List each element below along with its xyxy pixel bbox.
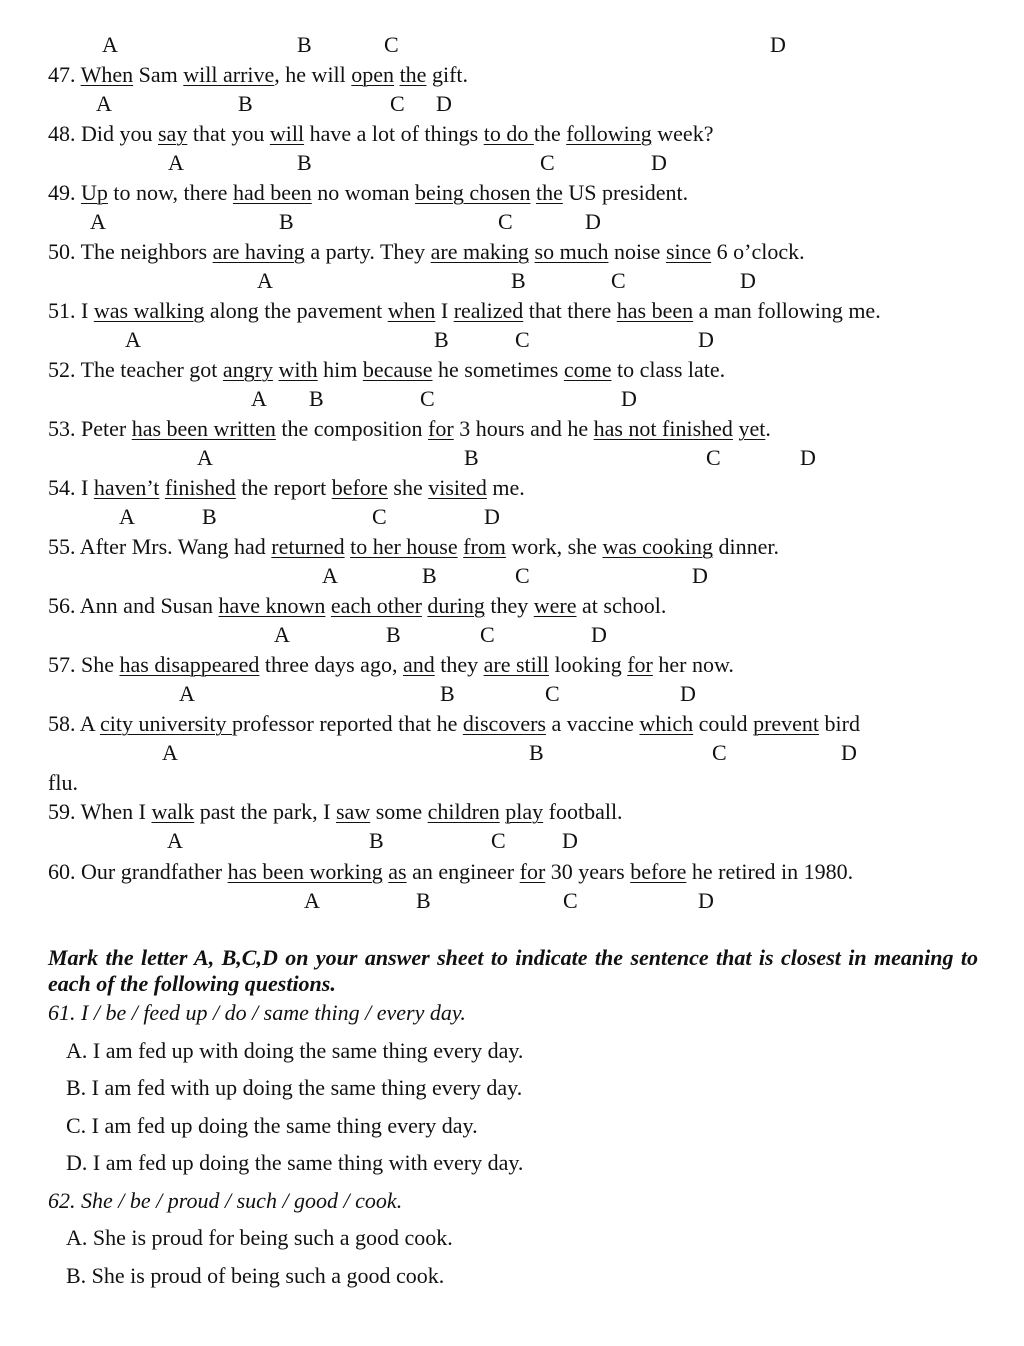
sentence-text: 3 hours and he [453,416,594,441]
sentence-text: 53. Peter [48,416,132,441]
sentence-51 [48,298,881,324]
answer-label-51-c: C [515,327,530,352]
underlined-phrase: because [362,357,433,382]
sentence-text: . [765,416,771,441]
sentence-52 [48,357,725,383]
underlined-phrase: discovers [462,711,546,736]
sentence-50 [48,239,805,265]
underlined-phrase: for [519,859,546,884]
sentence-text: some [370,799,428,824]
answer-label-54-d: D [484,504,500,529]
answer-label-58-b: B [529,740,544,765]
question-61-prompt: 61. I / be / feed up / do / same thing / every day. [48,1000,466,1025]
sentence-text: a man following me. [693,298,881,323]
sentence-text: 47. [48,62,81,87]
underlined-phrase: to her house [350,534,458,559]
underlined-phrase: and [402,652,435,677]
answer-label-53-a: A [197,445,213,470]
underlined-phrase: as [388,859,407,884]
underlined-phrase: has been working [227,859,383,884]
sentence-text: the composition [275,416,429,441]
answer-label-49-a: A [90,209,106,234]
sentence-text: 54. I [48,475,94,500]
underlined-phrase: when [387,298,436,323]
answer-label-53-c: C [706,445,721,470]
underlined-phrase: has not finished [593,416,733,441]
sentence-53 [48,416,771,442]
underlined-phrase: say [158,121,188,146]
sentence-text: 57. She [48,652,120,677]
answer-label-50-d: D [740,268,756,293]
answer-label-55-b: B [422,563,437,588]
underlined-phrase: yet [738,416,766,441]
sentence-text: bird [819,711,860,736]
underlined-phrase: children [427,799,500,824]
answer-label-59-b: B [369,828,384,853]
sentence-text: 48. Did you [48,121,158,146]
underlined-phrase: are making [430,239,530,264]
underlined-phrase: was cooking [602,534,714,559]
answer-label-53-b: B [464,445,479,470]
underlined-phrase: the [399,62,427,87]
answer-label-57-a: A [179,681,195,706]
answer-label-48-d: D [651,150,667,175]
sentence-58-continuation: flu. [48,770,78,795]
underlined-phrase: were [533,593,577,618]
sentence-text: a vaccine [545,711,640,736]
underlined-phrase: are having [212,239,305,264]
answer-label-51-a: A [125,327,141,352]
answer-label-51-d: D [698,327,714,352]
answer-label-58-a: A [162,740,178,765]
underlined-phrase: since [665,239,712,264]
answer-label-59-a: A [167,828,183,853]
underlined-phrase: are still [483,652,549,677]
answer-label-57-b: B [440,681,455,706]
sentence-text: dinner. [713,534,780,559]
sentence-text: football. [543,799,623,824]
sentence-text: the report [235,475,332,500]
answer-label-59-d: D [562,828,578,853]
underlined-phrase: each other [330,593,422,618]
underlined-phrase: has disappeared [119,652,260,677]
answer-label-52-b: B [309,386,324,411]
answer-label-60-d: D [698,888,714,913]
answer-label-59-c: C [491,828,506,853]
sentence-59 [48,799,623,825]
answer-label-48-a: A [168,150,184,175]
sentence-text: to class late. [611,357,726,382]
sentence-58 [48,711,860,737]
sentence-text: that there [523,298,617,323]
sentence-text: professor reported that he [231,711,463,736]
sentence-text: have a lot of things [304,121,484,146]
sentence-text: I [435,298,454,323]
underlined-phrase: which [639,711,694,736]
underlined-phrase: so much [534,239,609,264]
underlined-phrase: visited [428,475,487,500]
answer-label-57-c: C [545,681,560,706]
question-62-prompt: 62. She / be / proud / such / good / cook. [48,1188,403,1213]
sentence-text: the [533,121,567,146]
answer-label-47-d: D [436,91,452,116]
sentence-text: me. [486,475,525,500]
sentence-text: US president. [562,180,689,205]
sentence-text: past the park, I [194,799,336,824]
sentence-text: 59. When I [48,799,152,824]
sentence-text: they [434,652,484,677]
underlined-phrase: come [563,357,612,382]
answer-label-47-c: C [390,91,405,116]
sentence-text: she [387,475,429,500]
question-61-option-d: D. I am fed up doing the same thing with every day. [66,1150,524,1175]
underlined-phrase: to do [483,121,534,146]
answer-label-57-d: D [680,681,696,706]
underlined-phrase: was walking [93,298,205,323]
sentence-text: week? [651,121,714,146]
answer-label-56-b: B [386,622,401,647]
answer-label-50-c: C [611,268,626,293]
underlined-phrase: open [351,62,395,87]
underlined-phrase: before [630,859,687,884]
sentence-text: to now, there [107,180,233,205]
sentence-60 [48,859,853,885]
answer-label-60-b: B [416,888,431,913]
answer-label-50-a: A [257,268,273,293]
underlined-phrase: before [331,475,388,500]
sentence-49 [48,180,688,206]
question-61-option-b: B. I am fed with up doing the same thing every day. [66,1075,523,1100]
sentence-text: an engineer [406,859,520,884]
answer-label-b: B [297,32,312,57]
underlined-phrase: has been [616,298,694,323]
sentence-text: , he will [274,62,352,87]
underlined-phrase: play [505,799,544,824]
sentence-text: gift. [426,62,469,87]
answer-label-48-b: B [297,150,312,175]
answer-label-48-c: C [540,150,555,175]
answer-label-47-b: B [238,91,253,116]
sentence-text: 60. Our grandfather [48,859,228,884]
answer-label-49-d: D [585,209,601,234]
underlined-phrase: realized [453,298,524,323]
question-61-option-a: A. I am fed up with doing the same thing every day. [66,1038,524,1063]
underlined-phrase: with [278,357,318,382]
section-instruction: Mark the letter A, B,C,D on your answer sheet to indicate the sentence that is closest in meaning to each of the following questions. [48,945,978,996]
answer-label-a: A [102,32,118,57]
sentence-text: 6 o’clock. [711,239,805,264]
underlined-phrase: for [428,416,454,441]
sentence-text: a party. They [304,239,431,264]
answer-label-c: C [384,32,399,57]
underlined-phrase: haven’t [93,475,160,500]
answer-label-52-a: A [251,386,267,411]
answer-label-58-c: C [712,740,727,765]
underlined-phrase: angry [222,357,274,382]
sentence-47 [48,62,468,88]
underlined-phrase: has been written [131,416,276,441]
sentence-text: work, she [505,534,603,559]
answer-label-55-a: A [322,563,338,588]
underlined-phrase: will arrive [183,62,275,87]
underlined-phrase: walk [151,799,195,824]
underlined-phrase: Up [81,180,108,205]
answer-label-53-d: D [800,445,816,470]
answer-label-58-d: D [841,740,857,765]
answer-label-52-d: D [621,386,637,411]
underlined-phrase: have known [218,593,326,618]
underlined-phrase: from [463,534,506,559]
sentence-text: three days ago, [259,652,403,677]
answer-label-54-b: B [202,504,217,529]
underlined-phrase: returned [271,534,345,559]
sentence-48 [48,121,713,147]
sentence-text: 49. [48,180,81,205]
answer-label-49-c: C [498,209,513,234]
sentence-text: that you [187,121,270,146]
sentence-text: 56. Ann and Susan [48,593,219,618]
sentence-text: he sometimes [432,357,564,382]
underlined-phrase: finished [164,475,236,500]
underlined-phrase: saw [335,799,371,824]
sentence-56 [48,593,666,619]
answer-label-60-c: C [563,888,578,913]
sentence-text: 50. The neighbors [48,239,213,264]
underlined-phrase: prevent [753,711,820,736]
sentence-text: no woman [311,180,415,205]
answer-label-d: D [770,32,786,57]
answer-label-56-a: A [274,622,290,647]
question-62-option-b: B. She is proud of being such a good cook. [66,1263,445,1288]
sentence-57 [48,652,734,678]
question-62-option-a: A. She is proud for being such a good cook. [66,1225,453,1250]
answer-label-47-a: A [96,91,112,116]
sentence-text: at school. [576,593,667,618]
sentence-text: could [693,711,754,736]
answer-label-55-c: C [515,563,530,588]
answer-label-54-a: A [119,504,135,529]
answer-label-51-b: B [434,327,449,352]
answer-label-52-c: C [420,386,435,411]
underlined-phrase: following [566,121,652,146]
underlined-phrase: being chosen [415,180,531,205]
answer-label-60-a: A [304,888,320,913]
answer-label-56-c: C [480,622,495,647]
sentence-text: he retired in 1980. [686,859,854,884]
answer-label-56-d: D [591,622,607,647]
underlined-phrase: for [627,652,653,677]
question-61-option-c: C. I am fed up doing the same thing every day. [66,1113,478,1138]
answer-label-50-b: B [511,268,526,293]
answer-label-49-b: B [279,209,294,234]
sentence-text: 30 years [545,859,631,884]
answer-label-55-d: D [692,563,708,588]
sentence-text: 51. I [48,298,94,323]
sentence-54 [48,475,525,501]
underlined-phrase: the [535,180,563,205]
underlined-phrase: during [427,593,485,618]
sentence-text: Sam [133,62,184,87]
sentence-text: along the pavement [204,298,388,323]
sentence-text: noise [608,239,666,264]
underlined-phrase: city university [99,711,232,736]
underlined-phrase: will [269,121,305,146]
sentence-text: her now. [652,652,734,677]
sentence-text: they [484,593,534,618]
sentence-text: 58. A [48,711,100,736]
sentence-text: him [317,357,363,382]
sentence-text: 55. After Mrs. Wang had [48,534,272,559]
sentence-55 [48,534,779,560]
answer-label-54-c: C [372,504,387,529]
underlined-phrase: had been [232,180,312,205]
sentence-text: looking [548,652,628,677]
sentence-text: 52. The teacher got [48,357,223,382]
underlined-phrase: When [80,62,134,87]
